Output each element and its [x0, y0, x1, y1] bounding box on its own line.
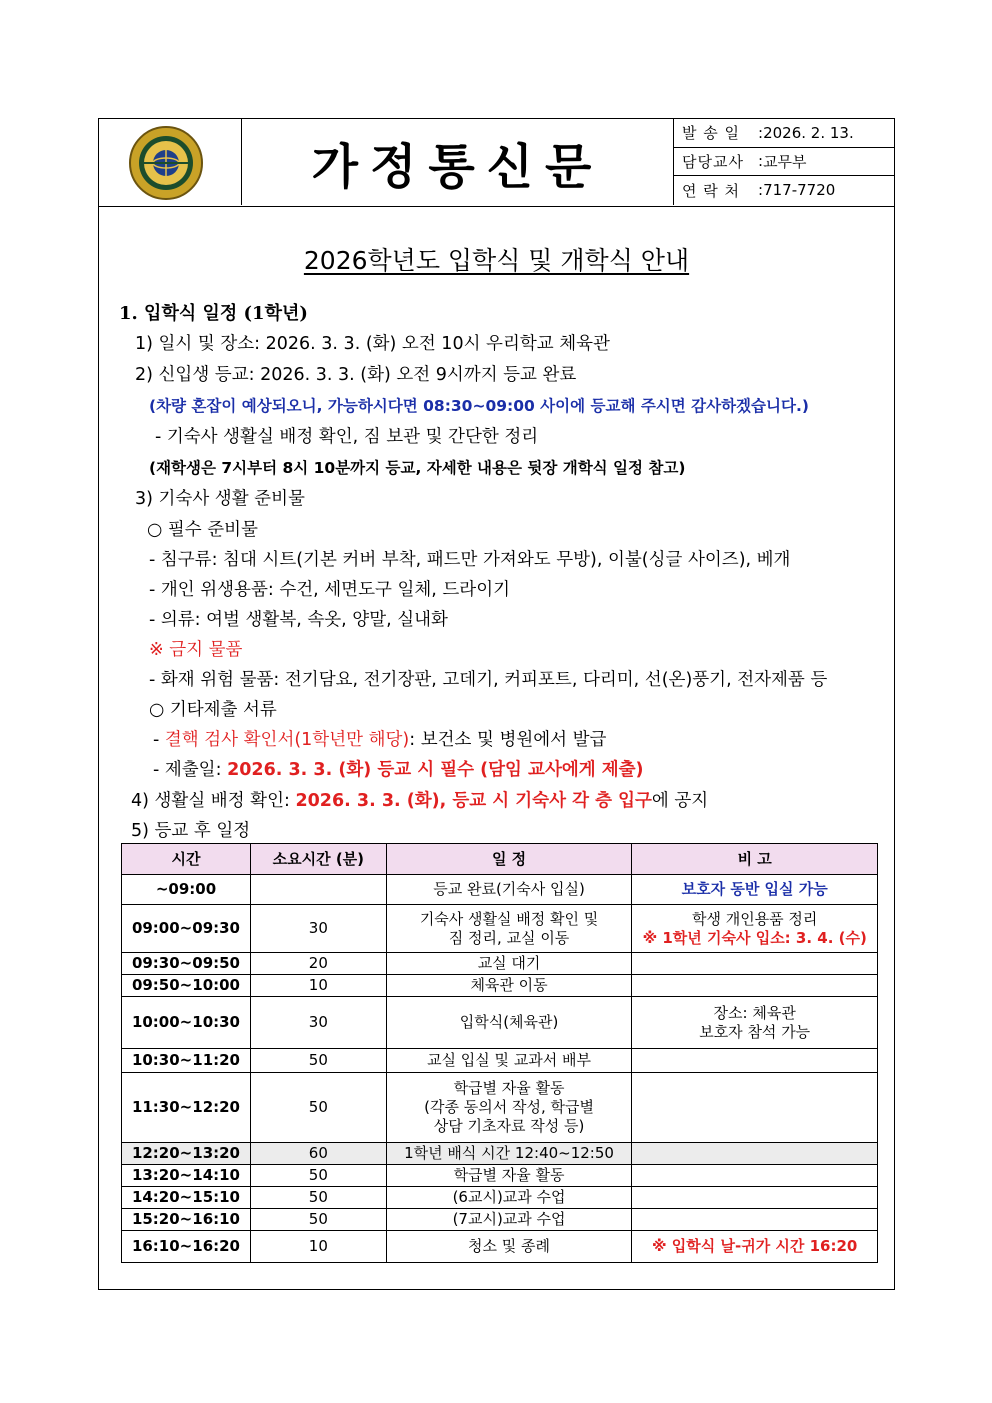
table-row [122, 1049, 878, 1073]
row-event: 청소 및 종례 [386, 1231, 632, 1263]
table-row [122, 875, 878, 905]
header-note: 비 고 [632, 844, 878, 875]
logo-cell [99, 119, 242, 205]
row-duration: 30 [250, 905, 386, 953]
table-row [122, 1073, 878, 1143]
table-row [122, 1143, 878, 1165]
row-note [632, 1209, 878, 1231]
tb-test-line: - 결핵 검사 확인서(1학년만 해당): 보건소 및 병원에서 발급 [153, 730, 607, 750]
row-note [632, 1143, 878, 1165]
row-time: 12:20~13:20 [122, 1143, 251, 1165]
traffic-note: (차량 혼잡이 예상되오니, 가능하시다면 08:30~09:00 사이에 등교해 주시면 감사하겠습니다.) [149, 397, 809, 415]
row-note [632, 953, 878, 975]
table-row [122, 1209, 878, 1231]
submission-date-line: - 제출일: 2026. 3. 3. (화) 등교 시 필수 (담임 교사에게 제출) [153, 760, 644, 780]
row-note: 학생 개인용품 정리 ※ 1학년 기숙사 입소: 3. 4. (수) [632, 905, 878, 953]
dorm-supplies-heading: 3) 기숙사 생활 준비물 [135, 489, 305, 509]
row-note: 장소: 체육관 보호자 참석 가능 [632, 997, 878, 1049]
required-items-heading: ○ 필수 준비물 [147, 520, 258, 540]
title-cell [242, 119, 674, 205]
info-send-date: 발 송 일 : 2026. 2. 13. [674, 119, 894, 148]
row-note: ※ 입학식 날-귀가 시간 16:20 [632, 1231, 878, 1263]
row-note [632, 1073, 878, 1143]
row-time: 14:20~15:10 [122, 1187, 251, 1209]
schedule-table [121, 843, 878, 1263]
other-documents-heading: ○ 기타제출 서류 [149, 700, 277, 720]
row-duration: 50 [250, 1187, 386, 1209]
row-note [632, 1165, 878, 1187]
row-duration: 60 [250, 1143, 386, 1165]
row-event: 학급별 자율 활동 (각종 동의서 작성, 학급별 상담 기초자료 작성 등) [386, 1073, 632, 1143]
row-event: 1학년 배식 시간 12:40~12:50 [386, 1143, 632, 1165]
info-box [674, 119, 894, 205]
document-title: 2026학년도 입학식 및 개학식 안내 [303, 246, 690, 275]
arrival-line: 2) 신입생 등교: 2026. 3. 3. (화) 오전 9시까지 등교 완료 [135, 365, 577, 385]
row-time: 15:20~16:10 [122, 1209, 251, 1231]
letter-header [99, 119, 894, 207]
section-1-heading: 1. 입학식 일정 (1학년) [119, 303, 308, 324]
header-event: 일 정 [386, 844, 632, 875]
header-duration: 소요시간 (분) [250, 844, 386, 875]
row-event: 등교 완료(기숙사 입실) [386, 875, 632, 905]
row-duration: 50 [250, 1073, 386, 1143]
table-row [122, 1231, 878, 1263]
table-row [122, 1165, 878, 1187]
table-row [122, 905, 878, 953]
row-event: 교실 입실 및 교과서 배부 [386, 1049, 632, 1073]
row-note: 보호자 동반 입실 가능 [632, 875, 878, 905]
table-row [122, 1187, 878, 1209]
row-time: 09:00~09:30 [122, 905, 251, 953]
row-note [632, 1187, 878, 1209]
row-note [632, 1049, 878, 1073]
table-row [122, 997, 878, 1049]
row-time: 16:10~16:20 [122, 1231, 251, 1263]
returning-students-note: (재학생은 7시부터 8시 10분까지 등교, 자세한 내용은 뒷장 개학식 일정 참고) [149, 459, 686, 477]
row-duration [250, 875, 386, 905]
row-time: 11:30~12:20 [122, 1073, 251, 1143]
document-frame [98, 118, 895, 1290]
row-event: 교실 대기 [386, 953, 632, 975]
row-duration: 50 [250, 1209, 386, 1231]
row-duration: 50 [250, 1165, 386, 1187]
row-duration: 20 [250, 953, 386, 975]
row-time: ~09:00 [122, 875, 251, 905]
row-event: (7교시)교과 수업 [386, 1209, 632, 1231]
banned-items-heading: ※ 금지 물품 [149, 640, 243, 660]
row-event: (6교시)교과 수업 [386, 1187, 632, 1209]
row-time: 13:20~14:10 [122, 1165, 251, 1187]
row-duration: 10 [250, 975, 386, 997]
row-time: 09:50~10:00 [122, 975, 251, 997]
required-toiletries: - 개인 위생용품: 수건, 세면도구 일체, 드라이기 [149, 580, 511, 600]
required-clothing: - 의류: 여벌 생활복, 속옷, 양말, 실내화 [149, 610, 448, 630]
dorm-check-line: - 기숙사 생활실 배정 확인, 짐 보관 및 간단한 정리 [155, 427, 539, 447]
row-duration: 50 [250, 1049, 386, 1073]
row-event: 학급별 자율 활동 [386, 1165, 632, 1187]
room-assignment-line: 4) 생활실 배정 확인: 2026. 3. 3. (화), 등교 시 기숙사 각 층 입구에 공지 [131, 791, 709, 811]
row-time: 10:00~10:30 [122, 997, 251, 1049]
row-time: 10:30~11:20 [122, 1049, 251, 1073]
header-time: 시간 [122, 844, 251, 875]
school-logo-icon [127, 125, 205, 201]
table-row [122, 975, 878, 997]
required-bedding: - 침구류: 침대 시트(기본 커버 부착, 패드만 가져와도 무방), 이불(싱글 사이즈), 베개 [149, 550, 791, 570]
info-contact: 연 락 처 : 717-7720 [682, 181, 836, 200]
table-row [122, 953, 878, 975]
row-event: 입학식(체육관) [386, 997, 632, 1049]
newsletter-title: 가정통신문 [311, 138, 604, 195]
banned-items-list: - 화재 위험 물품: 전기담요, 전기장판, 고데기, 커피포트, 다리미, 선(온)풍기, 전자제품 등 [149, 670, 828, 690]
row-time: 09:30~09:50 [122, 953, 251, 975]
after-arrival-heading: 5) 등교 후 일정 [131, 821, 251, 841]
row-duration: 30 [250, 997, 386, 1049]
schedule-header-row [122, 844, 878, 875]
row-event: 체육관 이동 [386, 975, 632, 997]
date-place-line: 1) 일시 및 장소: 2026. 3. 3. (화) 오전 10시 우리학교 체육관 [135, 334, 610, 354]
row-duration: 10 [250, 1231, 386, 1263]
row-note [632, 975, 878, 997]
info-teacher: 담당교사 : 교무부 [674, 148, 894, 177]
row-event: 기숙사 생활실 배정 확인 및 짐 정리, 교실 이동 [386, 905, 632, 953]
